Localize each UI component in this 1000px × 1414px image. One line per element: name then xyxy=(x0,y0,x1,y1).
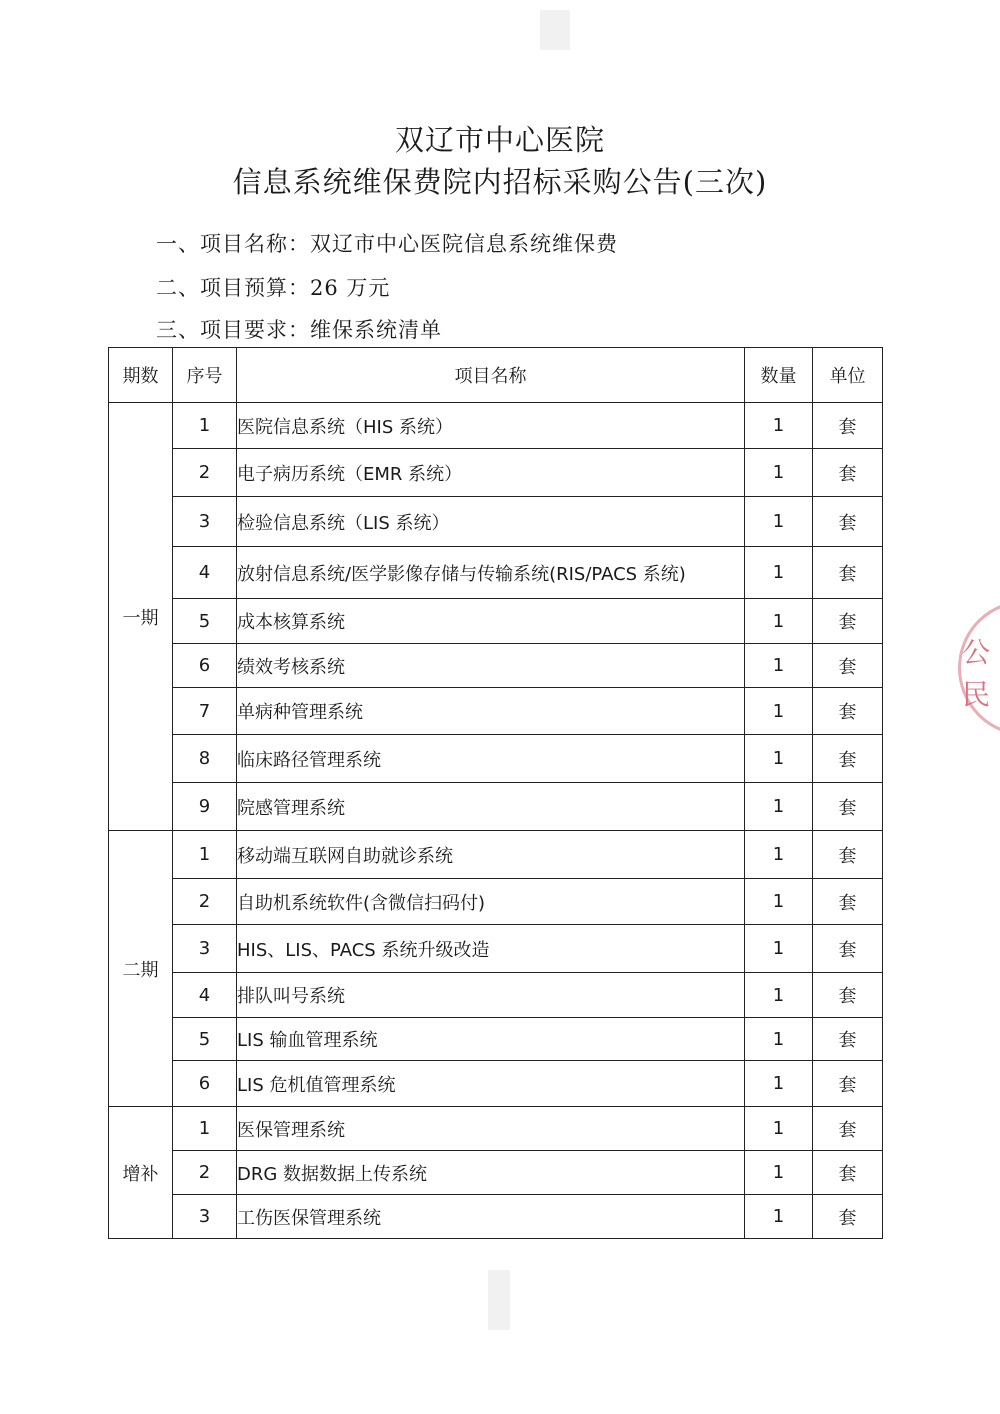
period-cell: 二期 xyxy=(109,831,173,1107)
unit-cell: 套 xyxy=(813,783,883,831)
item-name-cell: 电子病历系统（EMR 系统） xyxy=(237,449,745,497)
header-quantity: 数量 xyxy=(745,348,813,403)
row-number-cell: 9 xyxy=(173,783,237,831)
item-name-cell: 放射信息系统/医学影像存储与传输系统(RIS/PACS 系统) xyxy=(237,547,745,599)
unit-cell: 套 xyxy=(813,879,883,925)
quantity-cell: 1 xyxy=(745,449,813,497)
scan-smudge xyxy=(540,10,570,50)
unit-cell: 套 xyxy=(813,497,883,547)
header-no: 序号 xyxy=(173,348,237,403)
unit-cell: 套 xyxy=(813,644,883,688)
project-budget-line: 二、项目预算：26 万元 xyxy=(156,276,391,300)
quantity-cell: 1 xyxy=(745,1151,813,1195)
unit-cell: 套 xyxy=(813,1195,883,1239)
quantity-cell: 1 xyxy=(745,879,813,925)
row-number-cell: 5 xyxy=(173,1018,237,1061)
quantity-cell: 1 xyxy=(745,831,813,879)
quantity-cell: 1 xyxy=(745,599,813,644)
document-title-line2: 信息系统维保费院内招标采购公告(三次) xyxy=(232,165,768,199)
row-number-cell: 3 xyxy=(173,497,237,547)
header-item-name: 项目名称 xyxy=(237,348,745,403)
table-row xyxy=(109,831,883,879)
scan-smudge xyxy=(488,1270,510,1330)
table-row xyxy=(109,1018,883,1061)
row-number-cell: 3 xyxy=(173,1195,237,1239)
quantity-cell: 1 xyxy=(745,735,813,783)
header-unit: 单位 xyxy=(813,348,883,403)
unit-cell: 套 xyxy=(813,547,883,599)
table-row xyxy=(109,403,883,449)
item-name-cell: 工伤医保管理系统 xyxy=(237,1195,745,1239)
project-requirement-line: 三、项目要求：维保系统清单 xyxy=(156,318,442,342)
unit-cell: 套 xyxy=(813,831,883,879)
quantity-cell: 1 xyxy=(745,644,813,688)
quantity-cell: 1 xyxy=(745,403,813,449)
table-row xyxy=(109,449,883,497)
header-period: 期数 xyxy=(109,348,173,403)
table-row xyxy=(109,688,883,735)
unit-cell: 套 xyxy=(813,925,883,973)
table-row xyxy=(109,497,883,547)
item-name-cell: 单病种管理系统 xyxy=(237,688,745,735)
unit-cell: 套 xyxy=(813,688,883,735)
table-row xyxy=(109,783,883,831)
table-row xyxy=(109,599,883,644)
unit-cell: 套 xyxy=(813,599,883,644)
document-title-line1: 双辽市中心医院 xyxy=(394,123,605,157)
row-number-cell: 2 xyxy=(173,449,237,497)
unit-cell: 套 xyxy=(813,1018,883,1061)
quantity-cell: 1 xyxy=(745,1061,813,1107)
unit-cell: 套 xyxy=(813,449,883,497)
unit-cell: 套 xyxy=(813,403,883,449)
item-name-cell: 绩效考核系统 xyxy=(237,644,745,688)
period-cell: 增补 xyxy=(109,1107,173,1239)
table-row xyxy=(109,1107,883,1151)
item-name-cell: DRG 数据数据上传系统 xyxy=(237,1151,745,1195)
item-name-cell: 临床路径管理系统 xyxy=(237,735,745,783)
row-number-cell: 5 xyxy=(173,599,237,644)
item-name-cell: 自助机系统软件(含微信扫码付) xyxy=(237,879,745,925)
item-name-cell: HIS、LIS、PACS 系统升级改造 xyxy=(237,925,745,973)
item-name-cell: 医院信息系统（HIS 系统） xyxy=(237,403,745,449)
item-name-cell: 移动端互联网自助就诊系统 xyxy=(237,831,745,879)
item-name-cell: 成本核算系统 xyxy=(237,599,745,644)
table-header-row xyxy=(109,348,883,403)
table-row xyxy=(109,644,883,688)
table-row xyxy=(109,925,883,973)
row-number-cell: 4 xyxy=(173,973,237,1018)
row-number-cell: 7 xyxy=(173,688,237,735)
item-name-cell: 排队叫号系统 xyxy=(237,973,745,1018)
table-row xyxy=(109,547,883,599)
quantity-cell: 1 xyxy=(745,783,813,831)
table-row xyxy=(109,879,883,925)
table-body xyxy=(109,403,883,1239)
row-number-cell: 1 xyxy=(173,831,237,879)
quantity-cell: 1 xyxy=(745,497,813,547)
item-name-cell: 院感管理系统 xyxy=(237,783,745,831)
row-number-cell: 8 xyxy=(173,735,237,783)
row-number-cell: 1 xyxy=(173,1107,237,1151)
table-row xyxy=(109,1061,883,1107)
row-number-cell: 3 xyxy=(173,925,237,973)
item-name-cell: LIS 输血管理系统 xyxy=(237,1018,745,1061)
unit-cell: 套 xyxy=(813,735,883,783)
quantity-cell: 1 xyxy=(745,547,813,599)
row-number-cell: 1 xyxy=(173,403,237,449)
quantity-cell: 1 xyxy=(745,688,813,735)
quantity-cell: 1 xyxy=(745,973,813,1018)
row-number-cell: 4 xyxy=(173,547,237,599)
table-row xyxy=(109,973,883,1018)
quantity-cell: 1 xyxy=(745,1018,813,1061)
period-cell: 一期 xyxy=(109,403,173,831)
table-row xyxy=(109,735,883,783)
row-number-cell: 6 xyxy=(173,1061,237,1107)
item-name-cell: 检验信息系统（LIS 系统） xyxy=(237,497,745,547)
item-name-cell: 医保管理系统 xyxy=(237,1107,745,1151)
table-row xyxy=(109,1151,883,1195)
table-row xyxy=(109,1195,883,1239)
unit-cell: 套 xyxy=(813,973,883,1018)
project-name-line: 一、项目名称：双辽市中心医院信息系统维保费 xyxy=(156,232,618,256)
quantity-cell: 1 xyxy=(745,925,813,973)
quantity-cell: 1 xyxy=(745,1195,813,1239)
seal-text: 公 民 xyxy=(962,636,991,711)
row-number-cell: 6 xyxy=(173,644,237,688)
row-number-cell: 2 xyxy=(173,1151,237,1195)
unit-cell: 套 xyxy=(813,1061,883,1107)
item-name-cell: LIS 危机值管理系统 xyxy=(237,1061,745,1107)
row-number-cell: 2 xyxy=(173,879,237,925)
maintenance-system-table xyxy=(108,347,883,1239)
unit-cell: 套 xyxy=(813,1151,883,1195)
quantity-cell: 1 xyxy=(745,1107,813,1151)
unit-cell: 套 xyxy=(813,1107,883,1151)
